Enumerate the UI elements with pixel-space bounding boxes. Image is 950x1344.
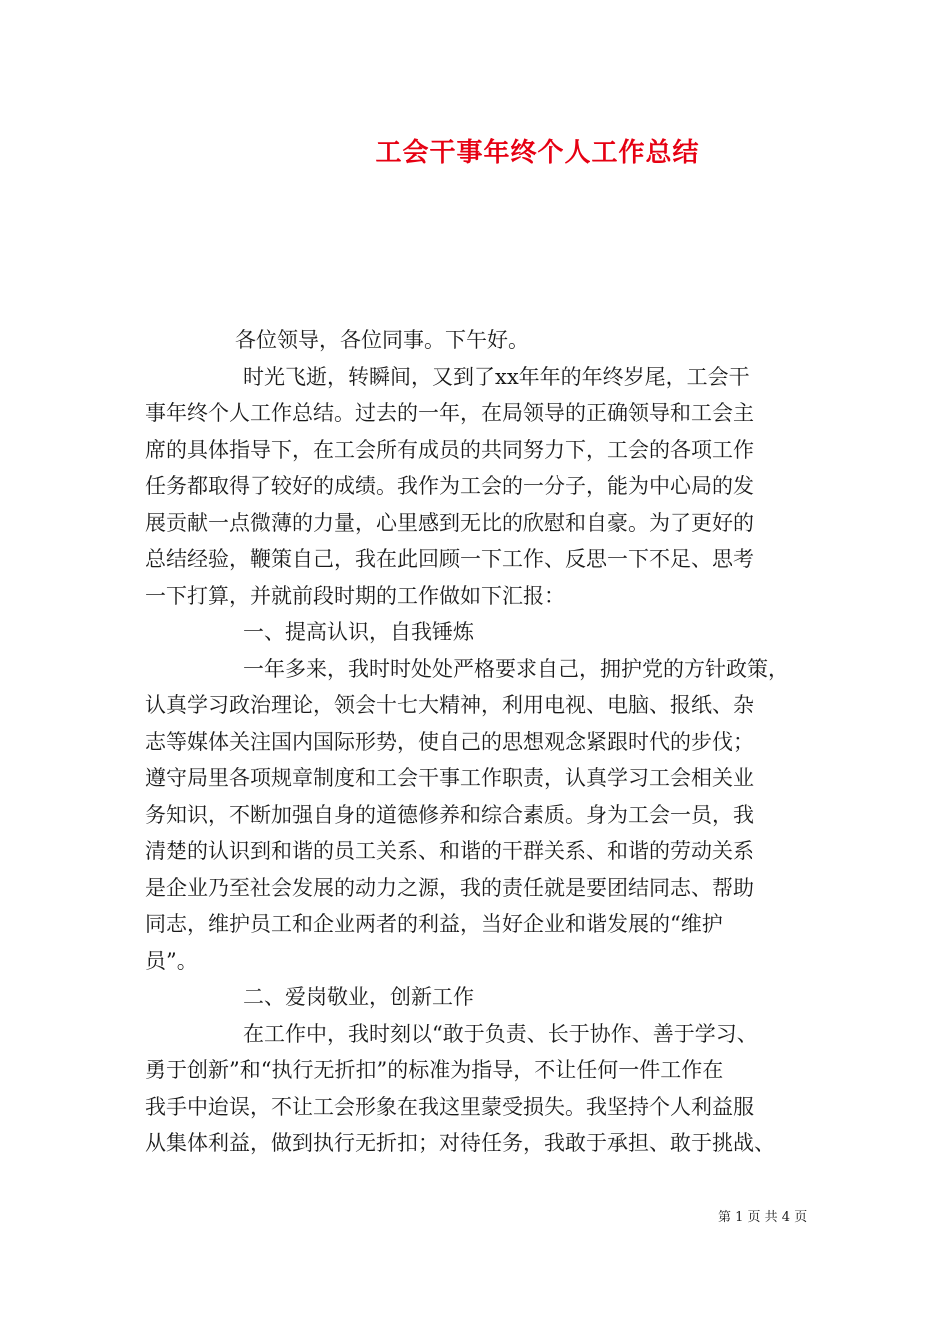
greeting-line: 各位领导，各位同事。下午好。: [235, 328, 529, 352]
paragraph-line: 席的具体指导下，在工会所有成员的共同努力下，工会的各项工作: [145, 437, 754, 462]
paragraph-line: 认真学习政治理论，领会十七大精神，利用电视、电脑、报纸、杂: [145, 693, 754, 717]
paragraph-line: 务知识，不断加强自身的道德修养和综合素质。身为工会一员，我: [145, 802, 754, 827]
paragraph-line: 从集体利益，做到执行无折扣；对待任务，我敢于承担、敢于挑战、: [145, 1131, 775, 1155]
section-heading: 一、提高认识，自我锤炼: [243, 620, 474, 644]
paragraph-line: 时光飞逝，转瞬间，又到了xx年年的年终岁尾，工会干: [243, 364, 750, 389]
section-heading: 二、爱岗敬业，创新工作: [243, 985, 474, 1009]
paragraph-line: 展贡献一点微薄的力量，心里感到无比的欣慰和自豪。为了更好的: [145, 510, 754, 535]
paragraph-line: 一年多来，我时时处处严格要求自己，拥护党的方针政策，: [243, 656, 789, 681]
paragraph-line: 总结经验，鞭策自己，我在此回顾一下工作、反思一下不足、思考: [145, 547, 754, 571]
paragraph-line: 是企业乃至社会发展的动力之源，我的责任就是要团结同志、帮助: [145, 875, 754, 900]
paragraph-line: 员”。: [145, 948, 198, 973]
paragraph-line: 志等媒体关注国内国际形势，使自己的思想观念紧跟时代的步伐；: [145, 729, 754, 754]
paragraph-line: 勇于创新”和“执行无折扣”的标准为指导，不让任何一件工作在: [145, 1058, 724, 1082]
paragraph-line: 同志，维护员工和企业两者的利益，当好企业和谐发展的“维护: [145, 912, 723, 936]
paragraph-line: 遵守局里各项规章制度和工会干事工作职责，认真学习工会相关业: [145, 766, 754, 790]
paragraph-line: 一下打算，并就前段时期的工作做如下汇报：: [145, 583, 565, 608]
paragraph-line: 在工作中，我时刻以“敢于负责、长于协作、善于学习、: [243, 1021, 758, 1046]
page-number: 第 1 页 共 4 页: [718, 1210, 808, 1225]
document-body: [145, 322, 820, 1162]
paragraph-line: 事年终个人工作总结。过去的一年，在局领导的正确领导和工会主: [145, 401, 754, 425]
document-title: 工会干事年终个人工作总结: [375, 138, 700, 168]
paragraph-line: 我手中迨误，不让工会形象在我这里蒙受损失。我坚持个人利益服: [145, 1094, 754, 1119]
paragraph-line: 清楚的认识到和谐的员工关系、和谐的干群关系、和谐的劳动关系: [145, 839, 754, 863]
paragraph-line: 任务都取得了较好的成绩。我作为工会的一分子，能为中心局的发: [145, 474, 754, 498]
